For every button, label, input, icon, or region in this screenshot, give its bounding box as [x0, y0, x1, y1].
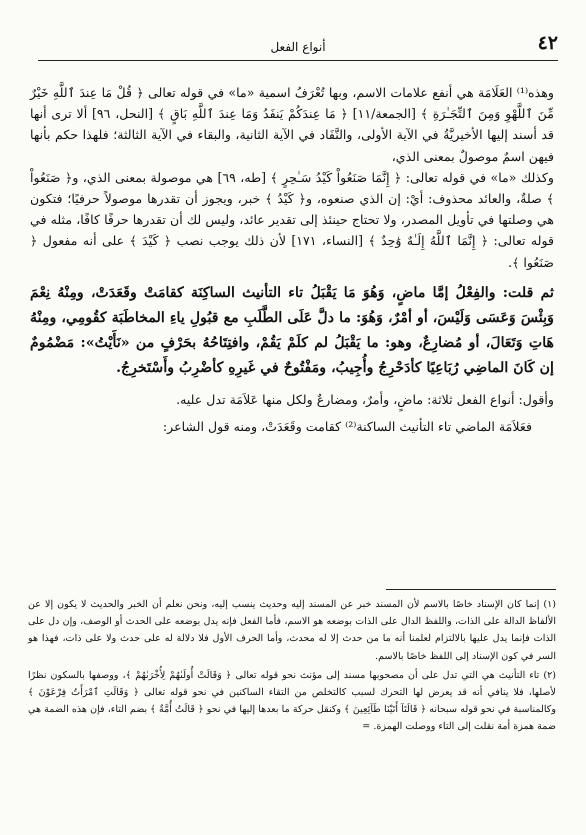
commentary-paragraph: وأقول: أنواع الفعل ثلاثة: ماضٍ، وأمرٌ، ومضارعٌ ولكل منها عَلاَمَة تدل عليه. [176, 391, 554, 407]
commentary-paragraph: وهذه⁽¹⁾ العَلَامَة هي أنفع علامات الاسم، وبها تُعْرَفُ اسمية «ما» في قوله تعالى ﴿ قُلْ مَا عِندَ ٱللَّهِ خَيْرٌ مِّنَ ٱللَّهْوِ وَمِنَ ٱلتِّجَـٰرَةِ ﴾ [الجمعة/١١] ﴿ مَا عِندَكُمْ يَنفَدُ وَمَا عِندَ ٱللَّهِ بَاقٍ ﴾ [النحل، ٩٦] ألا ترى أنها قد أسند إليها الأخيريَّةُ في الآية الأولى، والنَّفَاد في الآية الثانية، والبقاء في الآية الثالثة؛ فلهذا حكم بأنها فيهن اسمٌ موصولٌ بمعنى الذي، [30, 85, 554, 164]
footnote-separator [386, 589, 556, 590]
footnote: (٢) تاء التأنيث هي التي تدل على أن مصحوبها مسند إلى مؤنث نحو قوله تعالى ﴿ وَقَالَتْ أُولَىٰهُمْ لِأُخْرَىٰهُمْ ﴾، ووصفها بالسكون نظرًا لأصلها، فلا ينافي أنه قد يعرض لها التحرك لسبب كالتخلص من التقاء الساكنين في نحو قوله تعالى ﴿ وَقَالَتِ ٱمْرَأَتُ فِرْعَوْنَ ﴾ وكالمناسبة في نحو قوله سبحانه ﴿ قَالَتَآ أَتَيْنَا طَآئِعِينَ ﴾ وكنقل حركة ما بعدها إليها في نحو ﴿ قَالَتُ أُمَّةٌ ﴾ بضم التاء، فإن هذه الضمة هي ضمة همزة أمة نقلت إلى التاء ووصلت الهمزة. = [28, 669, 556, 733]
running-header [38, 34, 558, 61]
commentary-paragraph: وكذلك «ما» في قوله تعالى: ﴿ إِنَّمَا صَنَعُواْ كَيْدُ سَـٰحِرٍ ﴾ [طه، ٦٩] هي موصولة بمعنى الذي، و﴿ صَنَعُواْ ﴾ صلةٌ، والعائد محذوف: أيْ: إن الذي صنعوه، و﴿ كَيْدُ ﴾ خبر، ويجوز أن تقدرها موصولاً حرفيًا؛ فتكون هي وصلتها في تأويل المصدر، ولا تحتاج حينئذ إلى تقدير عائد، وليس لك أن تقدرها حرفًا كافًا، مثله في قوله تعالى: ﴿ إِنَّمَا ٱللَّهُ إِلَـٰهٌ وَٰحِدٌ ﴾ [النساء، ١٧١] لأن ذلك يوجب نصب ﴿ كَيْدَ ﴾ على أنه مفعول ﴿ صَنَعُوا ﴾. [30, 169, 554, 270]
footnote: (١) إنما كان الإسناد خاصًا بالاسم لأن المسند خبر عن المسند إليه وحديث ينسب إليه، ونحن نعلم أن الخبر والحديث لا يكون إلا عن الألفاظ الدالة على الذات، واللفظ الدال على الذات بوضعه هو الاسم، فأما الفعل فإنه يدل بوضعه على الحدث أو الوصف، وإن دل على الذات فإنما يدل عليها بالالتزام لعلمنا أنه ما من حدث إلا له محدث، وأما الحرف الأول فلا دلالة له على حدث ولا على ذات، فهذا هو السر في كون الإسناد إلى اللفظ خاصًا بالاسم. [28, 599, 556, 662]
footnotes [28, 596, 556, 736]
page-number: ٤٢ [537, 32, 558, 54]
matn-paragraph: ثم قلت: والفِعْلُ إمَّا ماضٍ، وَهُوَ مَا يَقْبَلُ تاء التأنيث الساكِنَة كقامَتْ وقَعَدَتْ، ومِنْهُ نِعْمَ وَبِئْسَ وَعَسَى وَلَيْسَ، أو أمْرٌ، وَهُوَ: ما دلَّ عَلَى الطَّلَبِ مع قبُولِ ياءِ المخاطَبَة كقُومِي، ومِنْهُ هَاتِ وَتَعَالَ، أو مُضارِعٌ، وهو: ما يَقْبَلُ لم كلَمْ يَقُمْ، وافتِتَاحُهُ بحَرْفٍ من «نَأَيْتُ»: مَضْمُومٌ إن كَانَ الماضِي رُبَاعِيًا كأدَحْرِجُ وأُجِيبُ، ومَفْتُوحٌ في غَيرِهِ كأضْرِبُ وأَسْتَخرِجُ. [30, 284, 554, 376]
chapter-title: أنواع الفعل [270, 40, 326, 54]
main-text [30, 82, 554, 437]
commentary-paragraph: فعَلاَمَة الماضي تاء التأنيث الساكنة⁽²⁾ كقامت وقَعَدَتْ، ومنه قول الشاعر: [162, 419, 532, 435]
